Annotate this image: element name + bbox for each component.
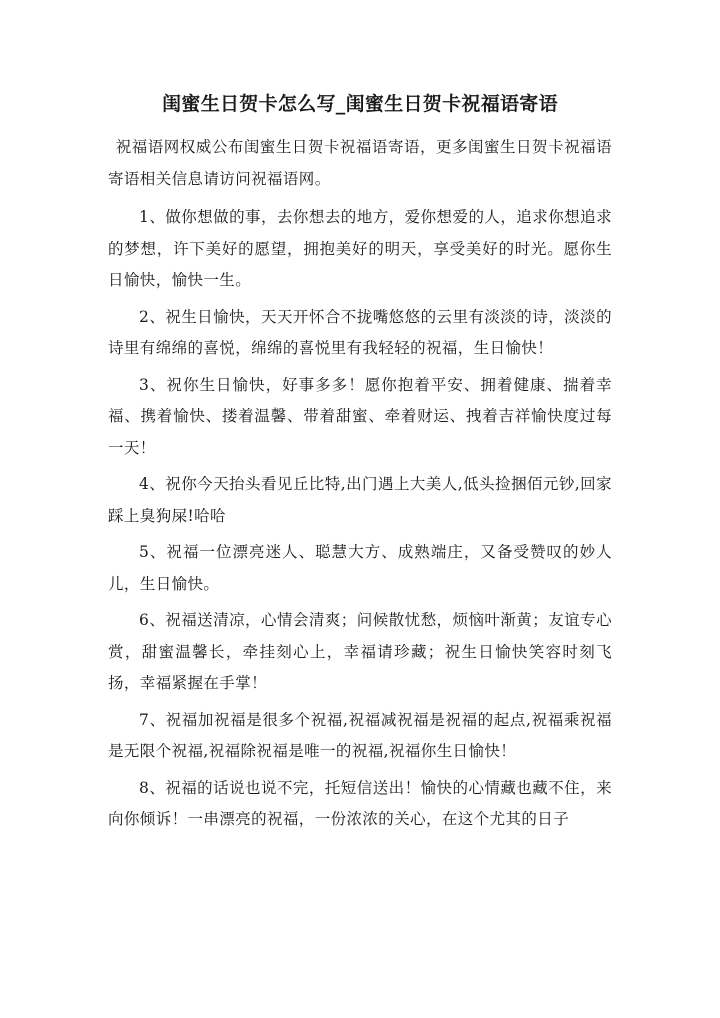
wish-paragraph-5: 5、祝福一位漂亮迷人、聪慧大方、成熟端庄，又备受赞叹的妙人儿，生日愉快。 — [108, 543, 612, 593]
wish-paragraph-4: 4、祝你今天抬头看见丘比特,出门遇上大美人,低头捡捆佰元钞,回家踩上臭狗屎!哈哈 — [108, 475, 612, 525]
wish-paragraph-2: 2、祝生日愉快，天天开怀合不拢嘴悠悠的云里有淡淡的诗，淡淡的诗里有绵绵的喜悦，绵绵的喜悦里有我轻轻的祝福，生日愉快！ — [108, 307, 612, 357]
document-page — [108, 88, 612, 841]
document-title: 闺蜜生日贺卡怎么写_闺蜜生日贺卡祝福语寄语 — [162, 93, 558, 115]
intro-paragraph: 祝福语网权威公布闺蜜生日贺卡祝福语寄语，更多闺蜜生日贺卡祝福语寄语相关信息请访问祝福语网。 — [108, 138, 612, 188]
wish-paragraph-8: 8、祝福的话说也说不完，托短信送出！愉快的心情藏也藏不住，来向你倾诉！一串漂亮的祝福，一份浓浓的关心，在这个尤其的日子 — [108, 778, 612, 828]
wish-paragraph-3: 3、祝你生日愉快，好事多多！愿你抱着平安、拥着健康、揣着幸福、携着愉快、搂着温馨、带着甜蜜、牵着财运、拽着吉祥愉快度过每一天！ — [108, 375, 612, 457]
wish-paragraph-7: 7、祝福加祝福是很多个祝福,祝福减祝福是祝福的起点,祝福乘祝福是无限个祝福,祝福除祝福是唯一的祝福,祝福你生日愉快！ — [108, 710, 612, 760]
wish-paragraph-1: 1、做你想做的事，去你想去的地方，爱你想爱的人，追求你想追求的梦想，许下美好的愿望，拥抱美好的明天，享受美好的时光。愿你生日愉快，愉快一生。 — [108, 208, 612, 289]
wish-paragraph-6: 6、祝福送清凉，心情会清爽；问候散忧愁，烦恼叶渐黄；友谊专心赏，甜蜜温馨长，牵挂刻心上，幸福请珍藏；祝生日愉快笑容时刻飞扬，幸福紧握在手掌！ — [108, 611, 612, 692]
